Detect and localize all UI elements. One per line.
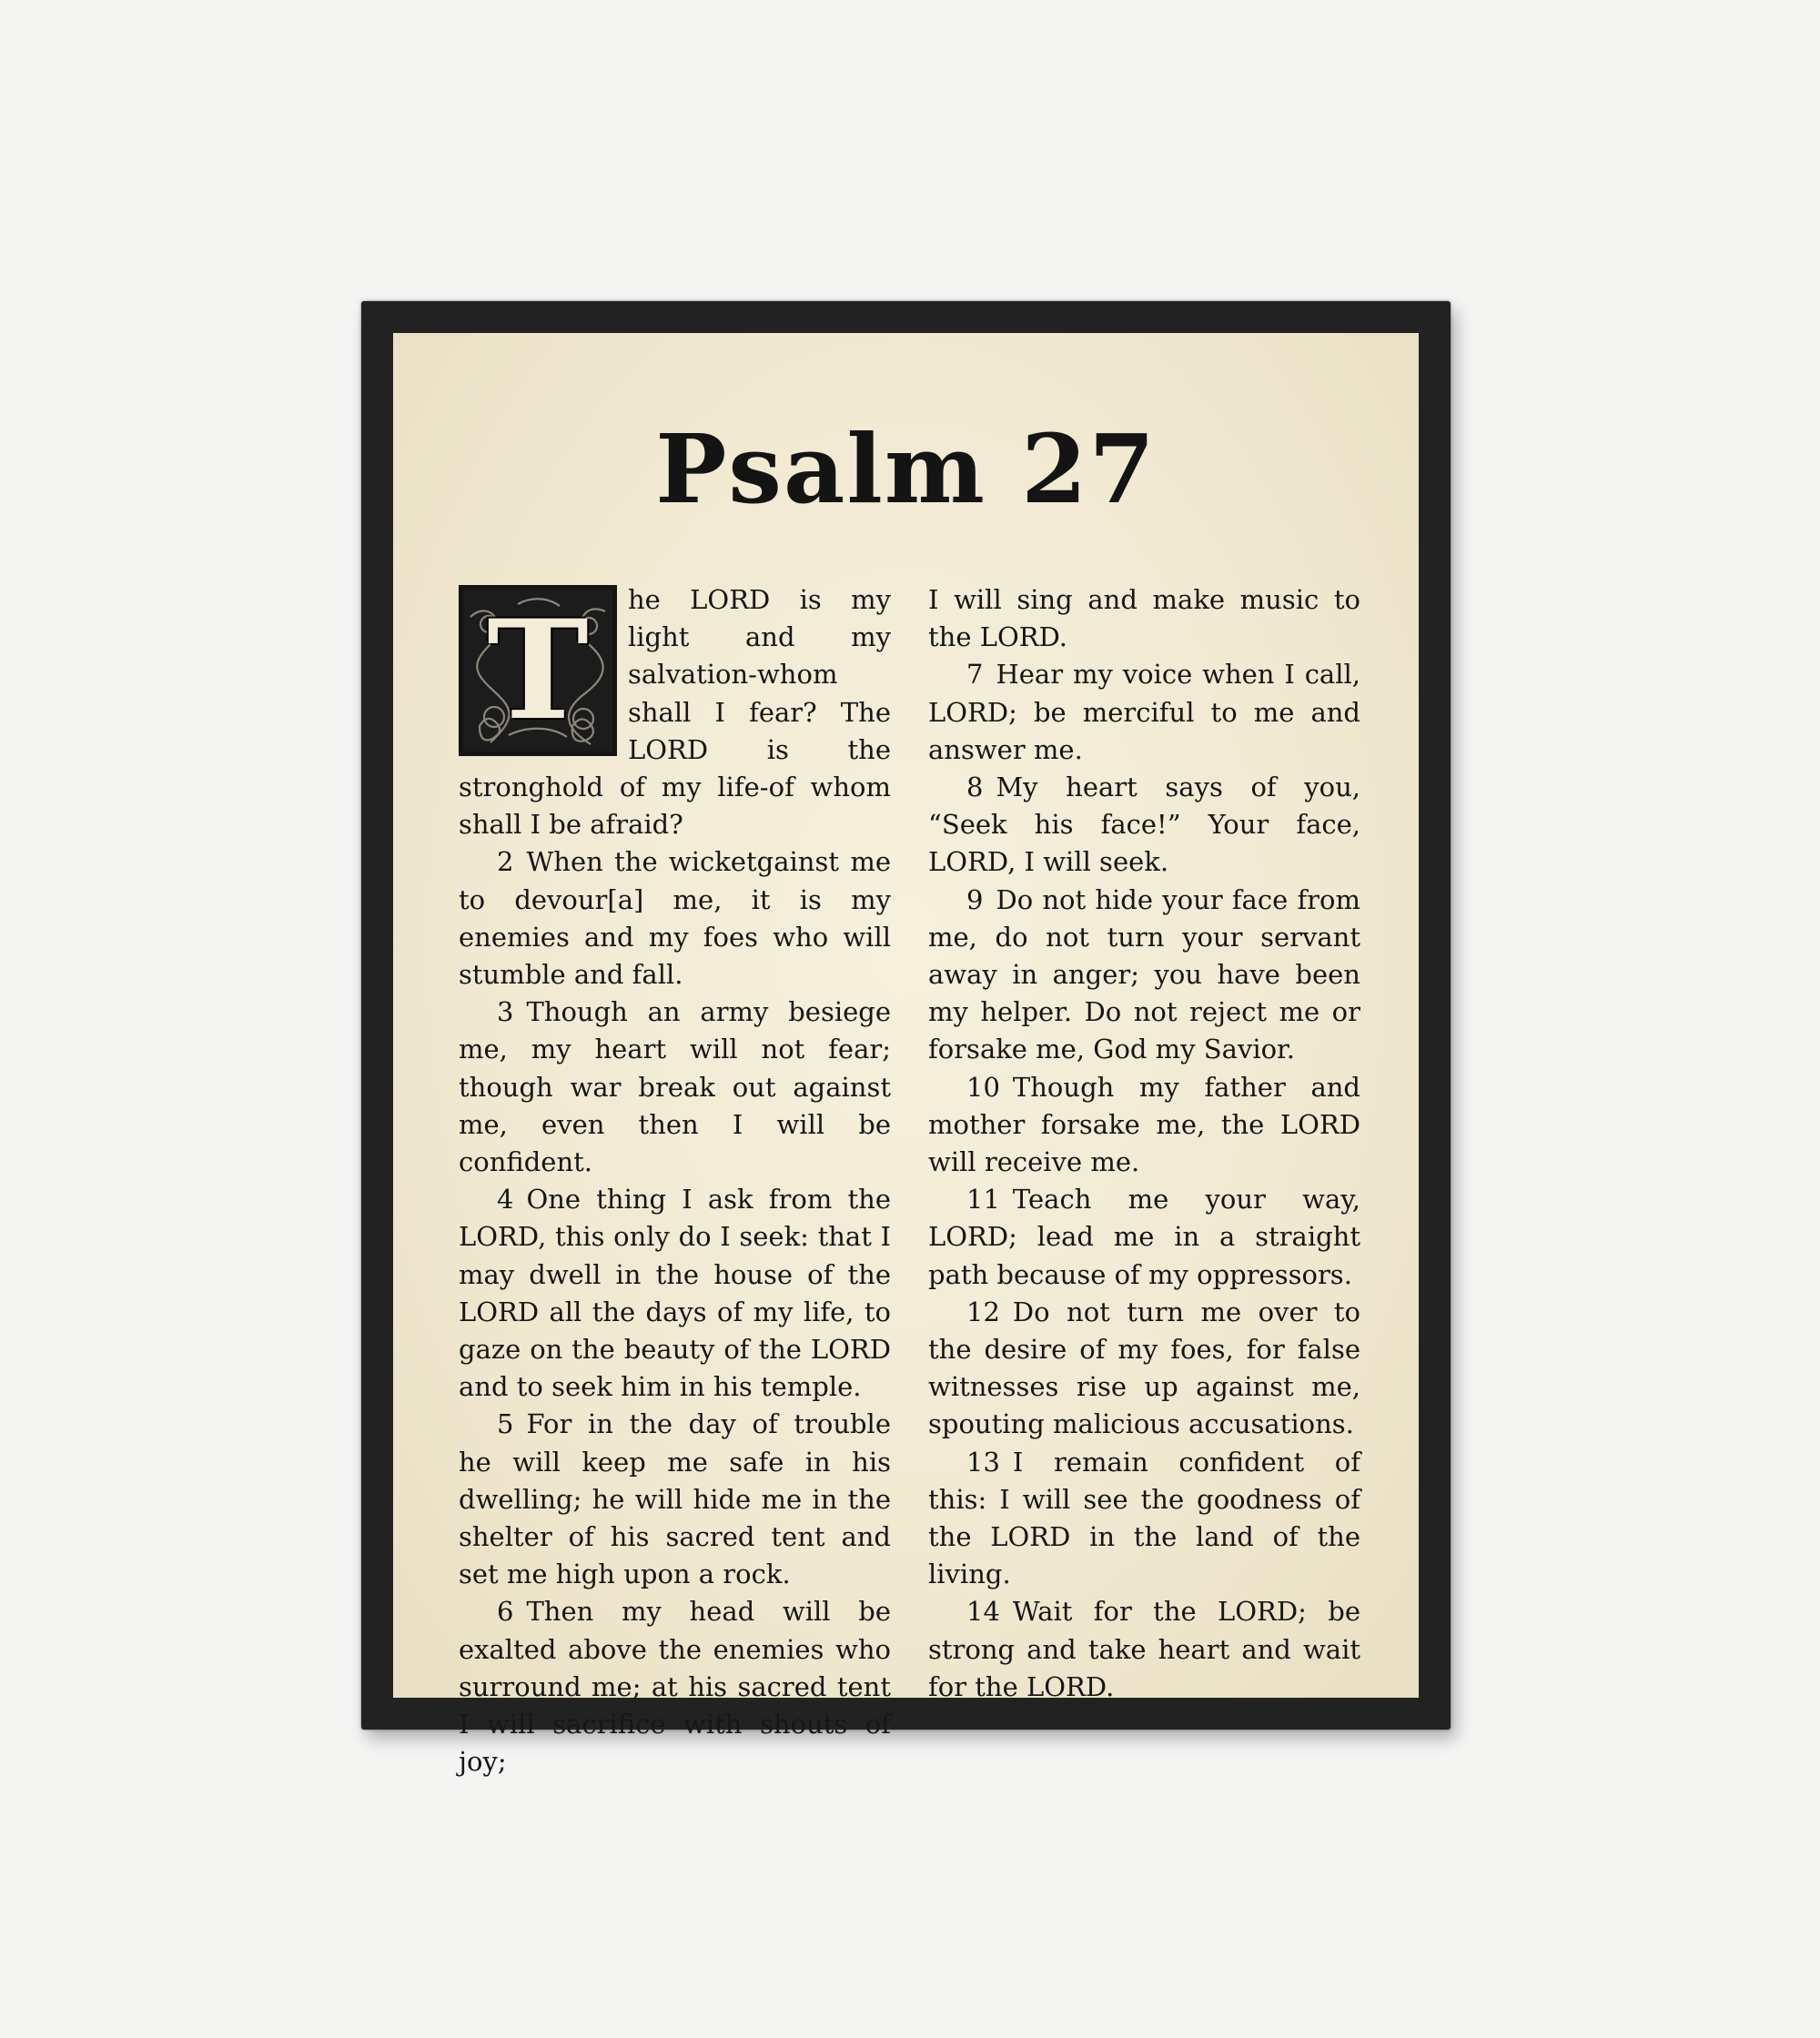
verse-number: 14: [966, 1596, 1000, 1628]
verse-text: Wait for the LORD; be strong and take heart and wait for the LORD.: [928, 1596, 1360, 1702]
verse-1: [459, 581, 891, 843]
verse-number: 13: [966, 1446, 1000, 1478]
poster-title: Psalm 27: [655, 413, 1157, 525]
verse-3: [459, 994, 891, 1181]
verse-11: [928, 1181, 1360, 1294]
verse-8: [928, 769, 1360, 882]
verse-1-text: he LORD is my light and my salvation-whom shall I fear? The LORD is the stronghold of my life-of whom shall I be afraid?: [459, 584, 891, 841]
verse-number: 2: [497, 846, 514, 878]
verse-9: [928, 882, 1360, 1069]
verse-number: 9: [966, 883, 984, 915]
verse-number: 4: [497, 1184, 514, 1216]
verse-number: 3: [497, 996, 514, 1028]
verse-text: Though my father and mother forsake me, the LORD will receive me.: [928, 1071, 1360, 1178]
verse-6-continuation: I will sing and make music to the LORD.: [928, 584, 1360, 653]
poster-paper: [393, 333, 1419, 1778]
left-column: [459, 581, 891, 1781]
verse-text: Then my head will be exalted above the enemies who surround me; at his sacred tent I will sacrifice with shouts of joy;: [459, 1596, 891, 1778]
verse-text: For in the day of trouble he will keep me safe in his dwelling; he will hide me in the shelter of his sacred tent and set me high upon a rock.: [459, 1408, 891, 1590]
verse-2: [459, 843, 891, 994]
verse-text: Teach me your way, LORD; lead me in a straight path because of my oppressors.: [928, 1184, 1360, 1290]
verse-text: Do not turn me over to the desire of my foes, for false witnesses rise up against me, spouting malicious accusations.: [928, 1296, 1360, 1440]
verse-text: Though an army besiege me, my heart will not fear; though war break out against me, even then I will be confident.: [459, 996, 891, 1178]
verse-number: 5: [497, 1408, 514, 1440]
verse-number: 11: [966, 1184, 1000, 1216]
verse-text: My heart says of you, “Seek his face!” Your face, LORD, I will seek.: [928, 772, 1360, 878]
poster-frame: [361, 301, 1451, 1778]
drop-cap-illuminated-letter: [459, 585, 617, 756]
drop-cap-letter: T: [487, 590, 589, 751]
verse-text: When the wicketgainst me to devour[a] me, it is my enemies and my foes who will stumble and fall.: [459, 846, 891, 991]
verse-10: [928, 1069, 1360, 1182]
verse-text: Do not hide your face from me, do not turn your servant away in anger; you have been my helper. Do not reject me or forsake me, God my Savior.: [928, 883, 1360, 1065]
right-column: [928, 581, 1360, 1706]
verse-5: [459, 1406, 891, 1593]
verse-number: 12: [966, 1296, 1000, 1327]
verse-6: [459, 1593, 891, 1781]
verse-text: One thing I ask from the LORD, this only do I seek: that I may dwell in the house of the LORD all the days of my life, to gaze on the beauty of the LORD and to seek him in his temple.: [459, 1184, 891, 1403]
verse-text: Hear my voice when I call, LORD; be merciful to me and answer me.: [928, 659, 1360, 765]
verse-number: 7: [966, 659, 984, 691]
verse-number: 10: [966, 1071, 1000, 1103]
verse-12: [928, 1294, 1360, 1444]
verse-number: 8: [966, 772, 984, 803]
verse-14: [928, 1593, 1360, 1706]
verse-13: [928, 1444, 1360, 1594]
verse-4: [459, 1181, 891, 1406]
verse-7: [928, 656, 1360, 769]
verse-number: 6: [497, 1596, 514, 1628]
verse-text: I remain confident of this: I will see the goodness of the LORD in the land of the living.: [928, 1446, 1360, 1590]
